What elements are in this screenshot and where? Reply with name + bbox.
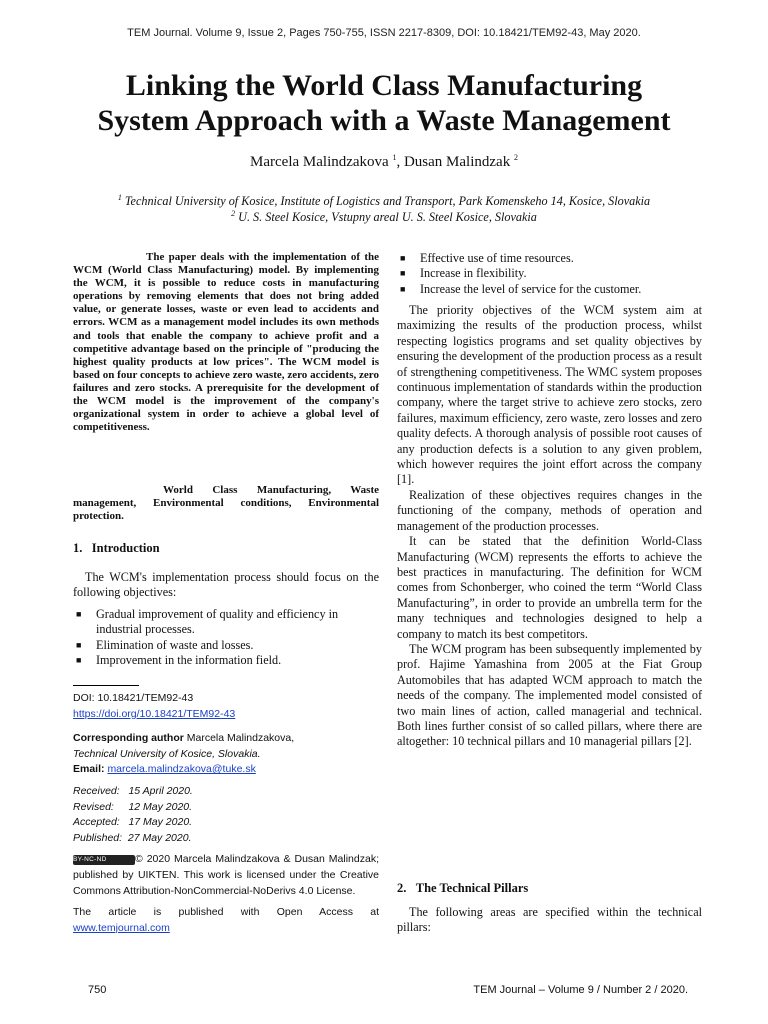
intro-bullet-list	[73, 607, 379, 669]
license-text: © 2020 Marcela Malindzakova & Dusan Malindzak; published by UIKTEN. This work is licensed under the Creative Commons Attribution-NonCommercial-NoDerivs 4.0 License.	[73, 853, 379, 897]
list-item	[73, 638, 379, 653]
technical-pillars-intro: The following areas are specified within the technical pillars:	[397, 905, 702, 935]
section-2-number: 2.	[397, 881, 407, 895]
author-list	[0, 154, 768, 171]
paragraph: Realization of these objectives requires changes in the functioning of the company, methods of operation and management of the production processes.	[397, 487, 702, 533]
footnote-divider	[73, 685, 139, 686]
bullet-icon: ■	[400, 283, 406, 294]
affiliation-2-text: U. S. Steel Kosice, Vstupny areal U. S. Steel Kosice, Slovakia	[238, 210, 537, 224]
title-line-2: System Approach with a Waste Management	[97, 104, 671, 137]
bullet-text: Increase in flexibility.	[420, 266, 527, 281]
author-2: Dusan Malindzak	[403, 154, 511, 170]
date-accepted: Accepted: 17 May 2020.	[73, 816, 193, 829]
bullet-text: Effective use of time resources.	[420, 251, 574, 265]
journal-footer: TEM Journal – Volume 9 / Number 2 / 2020.	[473, 984, 688, 996]
corresponding-affiliation: Technical University of Kosice, Slovakia.	[73, 747, 261, 760]
section-1-heading	[73, 541, 379, 556]
affiliation-1-mark: 1	[117, 192, 122, 202]
corresponding-author	[73, 731, 379, 747]
email-link[interactable]: marcela.malindzakova@tuke.sk	[107, 763, 256, 776]
list-item	[397, 251, 702, 266]
article-footnote	[73, 691, 379, 936]
doi-link[interactable]: https://doi.org/10.18421/TEM92-43	[73, 707, 236, 720]
right-column-body	[397, 303, 702, 750]
author-2-affiliation-mark: 2	[513, 153, 518, 162]
paragraph: The WCM program has been subsequently implemented by prof. Hajime Yamashina from 2005 at the Fiat Group Automobiles that has adapted WCM approach to match the needs of the company. The implemented model consisted of two main lines of action, called managerial and technical. Both lines further consist of so called pillars, where there are altogether: 10 technical pillars and 10 managerial pillars [2].	[397, 641, 702, 749]
author-separator: ,	[396, 154, 404, 170]
title-line-1: Linking the World Class Manufacturing	[125, 69, 643, 102]
affiliation-2	[40, 209, 728, 225]
affiliation-2-mark: 2	[231, 208, 236, 218]
author-1-affiliation-mark: 1	[392, 153, 397, 162]
section-2-heading	[397, 881, 702, 896]
list-item	[73, 607, 379, 638]
date-revised: Revised: 12 May 2020.	[73, 800, 193, 813]
bullet-icon: ■	[400, 268, 406, 279]
bullet-icon: ■	[400, 253, 406, 263]
date-received: Received: 15 April 2020.	[73, 784, 193, 797]
page-number: 750	[88, 984, 107, 996]
paper-title	[40, 68, 728, 138]
intro-paragraph: The WCM's implementation process should focus on the following objectives:	[73, 570, 379, 600]
affiliation-1-text: Technical University of Kosice, Institute of Logistics and Transport, Park Komenskeho 14, Kosice, Slovakia	[124, 194, 651, 208]
affiliation-1	[40, 193, 728, 209]
affiliations	[40, 193, 728, 225]
license-statement	[73, 852, 379, 899]
email-label: Email:	[73, 763, 105, 776]
abstract: The paper deals with the implementation of the WCM (World Class Manufacturing) model. By implementing the WCM, it is possible to reduce costs in manufacturing operations by removing elements that does not bring added value, or generate losses, waste or even lead to accidents and errors. WCM as a management model includes its own methods and tools that enable the company to achieve profit and a competitive advantage based on the principle of "producing the highest quality products at low prices". The WCM model is based on four concepts to achieve zero waste, zero accidents, zero failures and zero stocks. A prerequisite for the development of the WCM model is the improvement of the company's organizational system in order to achieve a global level of competitiveness.	[73, 251, 379, 434]
author-1: Marcela Malindzakova	[250, 154, 389, 170]
bullet-text: Gradual improvement of quality and efficiency in industrial processes.	[96, 607, 339, 637]
paragraph: The priority objectives of the WCM system aim at maximizing the results of the production process, whilst respecting logistics programs and set quality objectives by ensuring the development of the production process as a result of strengthening competitiveness. The WMC system proposes continuous implementation of standards within the production company, where the target strive to achieve zero stocks, zero failures, maximum efficiency, zero waste, zero losses and zero quality defects. A thorough analysis of possible root causes of any production defects is a solution to any given problem, which however requires the joint effort across the company [1].	[397, 303, 702, 487]
list-item	[73, 653, 379, 668]
corresponding-author-label: Corresponding author	[73, 732, 184, 745]
list-item	[397, 266, 702, 281]
bullet-text: Improvement in the information field.	[96, 653, 282, 668]
paragraph: It can be stated that the definition World-Class Manufacturing (WCM) represents the efforts to achieve the best practices in manufacturing. The definition for WCM comes from Schonberger, who coined the term “World Class Manufacturing”, in order to provide an umbrella term for the many techniques and technologies designed to help a company to match its best competitors.	[397, 534, 702, 641]
date-published: Published: 27 May 2020.	[73, 831, 192, 844]
section-2-title: The Technical Pillars	[415, 881, 529, 895]
section-1-number: 1.	[73, 541, 83, 555]
bullet-icon: ■	[76, 639, 82, 650]
cc-license-icon: BY-NC-ND	[73, 855, 135, 865]
list-item	[397, 282, 702, 297]
journal-header: TEM Journal. Volume 9, Issue 2, Pages 750-755, ISSN 2217-8309, DOI: 10.18421/TEM92-43, May 2020.	[127, 27, 641, 39]
bullet-text: Elimination of waste and losses.	[96, 637, 254, 652]
bullet-icon: ■	[76, 655, 82, 666]
objectives-bullet-list	[397, 251, 702, 297]
keywords: World Class Manufacturing, Waste management, Environmental conditions, Environmental protection.	[73, 484, 379, 523]
doi-line: DOI: 10.18421/TEM92-43	[73, 692, 194, 704]
journal-website-link[interactable]: www.temjournal.com	[73, 921, 170, 934]
corresponding-author-name: Marcela Malindzakova,	[183, 732, 295, 745]
open-access-text: The article is published with Open Access at	[73, 906, 379, 919]
email-line	[73, 762, 379, 778]
bullet-text: Increase the level of service for the customer.	[420, 281, 642, 296]
bullet-icon: ■	[76, 609, 82, 619]
section-1-title: Introduction	[91, 541, 160, 555]
